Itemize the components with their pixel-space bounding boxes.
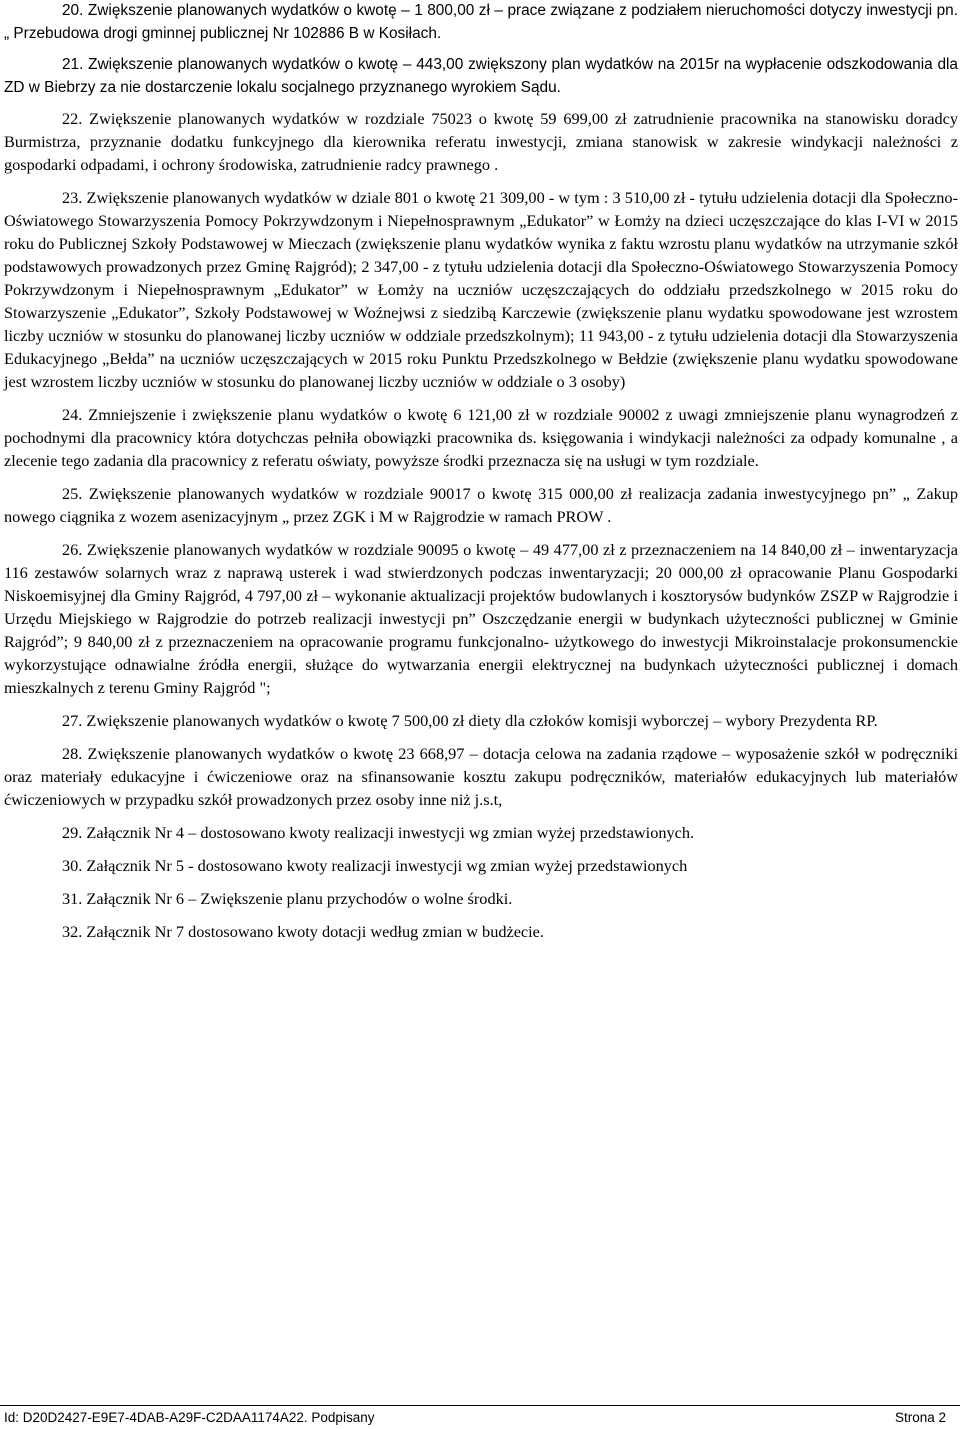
item-32: 32. Załącznik Nr 7 dostosowano kwoty dotacji według zmian w budżecie.	[62, 922, 544, 941]
item-21: 21. Zwiększenie planowanych wydatków o kwotę – 443,00 zwiększony plan wydatków na 2015r na wypłacenie odszkodowania dla ZD w Biebrzy za nie dostarczenie lokalu socjalnego przyznanego wyrokiem Sądu.	[4, 56, 958, 96]
page-footer	[0, 1405, 960, 1429]
item-27: 27. Zwiększenie planowanych wydatków o kwotę 7 500,00 zł diety dla człoków komisji wyborczej – wybory Prezydenta RP.	[62, 711, 878, 730]
item-23: 23. Zwiększenie planowanych wydatków w dziale 801 o kwotę 21 309,00 - w tym : 3 510,00 zł - tytułu udzielenia dotacji dla Społeczno-Oświatowego Stowarzyszenia Pomocy Pokrzywdzonym i Niepełnosprawnym „Edukator” w Łomży na dzieci uczęszczające do klas I-VI w 2015 roku do Publicznej Szkoły Podstawowej w Mieczach (zwiększenie planu wydatków wynika z faktu wzrostu planu wydatków na utrzymanie szkół podstawowych prowadzonych przez Gminę Rajgród); 2 347,00 - z tytułu udzielenia dotacji dla Społeczno-Oświatowego Stowarzyszenia Pomocy Pokrzywdzonym i Niepełnosprawnym „Edukator” w Łomży na uczniów uczęszczających do oddziału przedszkolnego w 2015 roku do Stowarzyszenie „Edukator”, Szkoły Podstawowej w Woźnejwsi z siedzibą Karczewie (zwiększenie planu wydatku spowodowane jest wzrostem liczby uczniów w stosunku do planowanej liczby uczniów w oddziale przedszkolnym); 11 943,00 - z tytułu udzielenia dotacji dla Stowarzyszenia Edukacyjnego „Bełda” na uczniów uczęszczających w 2015 roku Punktu Przedszkolnego w Bełdzie (zwiększenie planu wydatku spowodowane jest wzrostem liczby uczniów w stosunku do planowanej liczby uczniów w oddziale o 3 osoby)	[4, 188, 958, 391]
item-25: 25. Zwiększenie planowanych wydatków w rozdziale 90017 o kwotę 315 000,00 zł realizacja zadania inwestycyjnego pn” „ Zakup nowego ciągnika z wozem asenizacyjnym „ przez ZGK i M w Rajgrodzie w ramach PROW .	[4, 484, 958, 526]
document-id: Id: D20D2427-E9E7-4DAB-A29F-C2DAA1174A22. Podpisany	[4, 1410, 375, 1425]
item-22: 22. Zwiększenie planowanych wydatków w rozdziale 75023 o kwotę 59 699,00 zł zatrudnienie pracownika na stanowisku doradcy Burmistrza, przyznanie dodatku funkcyjnego dla kierownika referatu inwestycji, zmiana stanowisk w zakresie windykacji należności z gospodarki odpadami, i ochrony środowiska, zatrudnienie radcy prawnego .	[4, 109, 958, 174]
item-31: 31. Załącznik Nr 6 – Zwiększenie planu przychodów o wolne środki.	[62, 889, 513, 908]
item-30: 30. Załącznik Nr 5 - dostosowano kwoty realizacji inwestycji wg zmian wyżej przedstawionych	[62, 856, 688, 875]
item-24: 24. Zmniejszenie i zwiększenie planu wydatków o kwotę 6 121,00 zł w rozdziale 90002 z uwagi zmniejszenie planu wynagrodzeń z pochodnymi dla pracownicy która dotychczas pełniła obowiązki pracownika ds. księgowania i windykacji należności za odpady komunalne , a zlecenie tego zadania dla pracownicy z referatu oświaty, powyższe środki przeznacza się na usługi w tym rozdziale.	[4, 405, 958, 470]
item-26: 26. Zwiększenie planowanych wydatków w rozdziale 90095 o kwotę – 49 477,00 zł z przeznaczeniem na 14 840,00 zł – inwentaryzacja 116 zestawów solarnych wraz z naprawą usterek i wad stwierdzonych podczas inwentaryzacji; 20 000,00 zł opracowanie Planu Gospodarki Niskoemisyjnej dla Gminy Rajgród, 4 797,00 zł – wykonanie aktualizacji projektów budowlanych i kosztorysów budynków ZSZP w Rajgrodzie i Urzędu Miejskiego w Rajgrodzie do potrzeb realizacji inwestycji pn” Oszczędzanie energii w budynkach użyteczności publicznej w Gminie Rajgród”; 9 840,00 zł z przeznaczeniem na opracowanie programu funkcjonalno- użytkowego do inwestycji Mikroinstalacje prokonsumenckie wykorzystujące odnawialne źródła energii, służące do wytwarzania energii elektrycznej na budynkach użyteczności publicznej i domach mieszkalnych z terenu Gminy Rajgród ";	[4, 540, 958, 697]
item-29: 29. Załącznik Nr 4 – dostosowano kwoty realizacji inwestycji wg zmian wyżej przedstawionych.	[62, 823, 695, 842]
item-28: 28. Zwiększenie planowanych wydatków o kwotę 23 668,97 – dotacja celowa na zadania rządowe – wyposażenie szkół w podręczniki oraz materiały edukacyjne i ćwiczeniowe oraz na sfinansowanie kosztu zakupu podręczników, materiałów edukacyjnych lub materiałów ćwiczeniowych w przypadku szkół prowadzonych przez osoby inne niż j.s.t,	[4, 744, 958, 809]
item-20: 20. Zwiększenie planowanych wydatków o kwotę – 1 800,00 zł – prace związane z podziałem nieruchomości dotyczy inwestycji pn. „ Przebudowa drogi gminnej publicznej Nr 102886 B w Kosiłach.	[4, 2, 958, 42]
page-number: Strona 2	[894, 1410, 946, 1425]
